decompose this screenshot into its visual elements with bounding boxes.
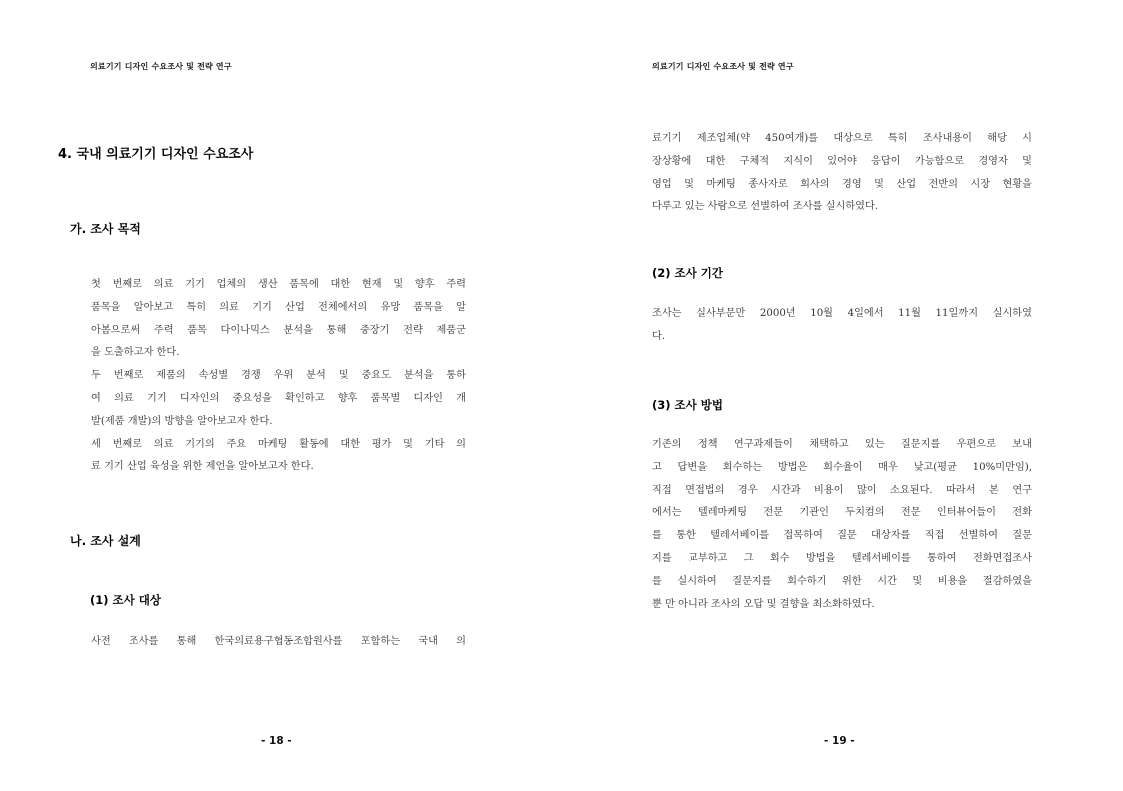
purpose-paragraph — [91, 274, 466, 479]
text-line: 영업 및 마케팅 종사자로 회사의 경영 및 산업 전반의 시장 현황을 — [652, 178, 1032, 190]
text-line: 다. — [652, 330, 666, 342]
left-page — [0, 0, 561, 791]
text-line: 을 도출하고자 한다. — [91, 347, 180, 359]
text-line: 장상황에 대한 구체적 지식이 있어야 응답이 가능함으로 경영자 및 — [652, 155, 1032, 167]
text-line: 뿐 만 아니라 조사의 오답 및 결향을 최소화하였다. — [652, 598, 875, 610]
text-line: 에서는 텔레마케팅 전문 기관인 두치컴의 전문 인터뷰어들이 전화 — [652, 507, 1032, 519]
right-page — [562, 0, 1123, 791]
text-line: 아봄으로써 주력 품목 다이나믹스 분석을 통해 중장기 전략 제품군 — [91, 324, 466, 336]
item-target-title: (1) 조사 대상 — [90, 593, 161, 607]
item-period-title: (2) 조사 기간 — [652, 266, 723, 280]
text-line: 발(제품 개발)의 방향을 알아보고자 한다. — [91, 415, 273, 427]
text-line: 다루고 있는 사람으로 선별하여 조사를 실시하였다. — [652, 201, 879, 213]
text-line: 여 의료 기기 디자인의 중요성을 확인하고 향후 품목별 디자인 개 — [91, 392, 466, 404]
text-line: 기존의 정책 연구과제들이 채택하고 있는 질문지를 우편으로 보내 — [652, 439, 1032, 450]
text-line: 세 번째로 의료 기기의 주요 마케팅 활동에 대한 평가 및 기타 의 — [91, 438, 466, 450]
period-paragraph — [652, 303, 1032, 349]
text-line: 고 답변을 회수하는 방법은 회수율이 매우 낮고(평균 10%미만임), — [652, 461, 1032, 473]
text-line: 를 실시하여 질문지를 회수하기 위한 시간 및 비용을 절감하였을 — [652, 575, 1032, 587]
text-line: 를 통한 텔레서베이를 접목하여 질문 대상자를 직접 선별하여 질문 — [652, 530, 1032, 542]
text-line: 사전 조사를 통해 한국의료용구협동조합원사를 포함하는 국내 의 — [91, 636, 466, 647]
target-paragraph — [91, 631, 466, 654]
method-paragraph — [652, 434, 1032, 616]
running-header-right: 의료기기 디자인 수요조사 및 전략 연구 — [652, 62, 794, 71]
subsection-purpose-title: 가. 조사 목적 — [70, 222, 141, 236]
running-header-left: 의료기기 디자인 수요조사 및 전략 연구 — [90, 62, 232, 71]
text-line: 두 번째로 제품의 속성별 경쟁 우위 분석 및 중요도 분석을 통하 — [91, 370, 466, 382]
text-line: 직접 면접법의 경우 시간과 비용이 많이 소요된다. 따라서 본 연구 — [652, 484, 1032, 496]
text-line: 지를 교부하고 그 회수 방법을 텔레서베이를 통하여 전화면접조사 — [652, 552, 1032, 564]
text-line: 료 기기 산업 육성을 위한 제언을 알아보고자 한다. — [91, 461, 314, 473]
page-number-right: - 19 - — [824, 735, 855, 747]
target-paragraph-continued — [652, 128, 1032, 219]
text-line: 조사는 실사부문만 2000년 10월 4일에서 11월 11일까지 실시하였 — [652, 308, 1032, 319]
item-method-title: (3) 조사 방법 — [652, 398, 723, 412]
text-line: 첫 번째로 의료 기기 업체의 생산 품목에 대한 현재 및 향후 주력 — [91, 279, 466, 290]
text-line: 료기기 제조업체(약 450여개)를 대상으로 특히 조사내용이 해당 시 — [652, 133, 1032, 144]
subsection-design-title: 나. 조사 설계 — [70, 534, 141, 548]
text-line: 품목을 알아보고 특히 의료 기기 산업 전체에서의 유망 품목을 알 — [91, 301, 466, 313]
section-title: 4. 국내 의료기기 디자인 수요조사 — [58, 147, 254, 162]
page-number-left: - 18 - — [261, 735, 292, 747]
